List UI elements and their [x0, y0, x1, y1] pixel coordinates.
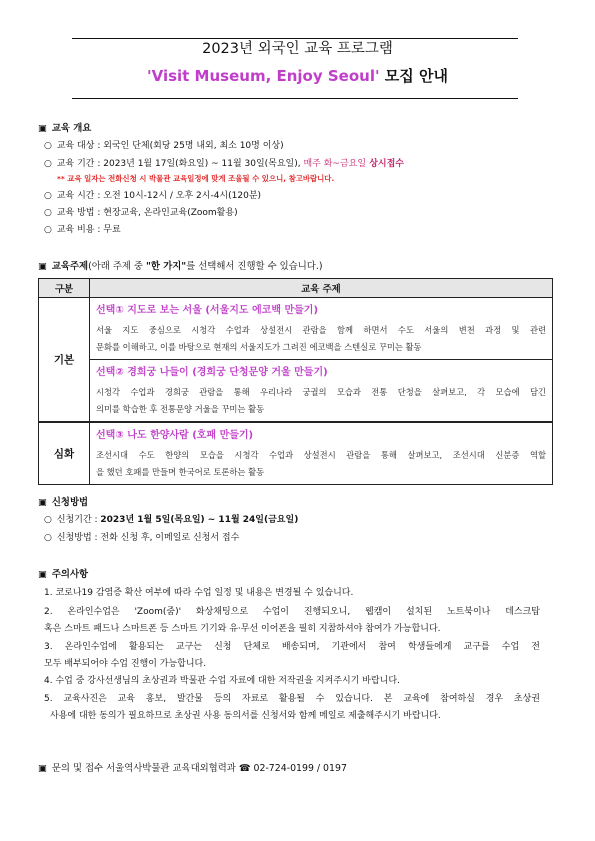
- caution-item-5-line1: 5. 교육사진은 교육 홍보, 발간물 등의 자료로 활용될 수 있습니다. 본 교육에 참여하실 경우 초상권: [44, 694, 540, 704]
- apply-period: ○ 신청기간 : 2023년 1월 5일(목요일) ~ 11월 24일(금요일): [44, 515, 299, 525]
- topic-title: 선택③ 나도 한양사람 (호패 만들기): [96, 430, 254, 441]
- topic-desc: 문화를 이해하고, 이를 바탕으로 현재의 서울지도가 그려진 에코백을 스텐실로 꾸미는 활동: [96, 341, 422, 352]
- category-advanced: 심화: [39, 422, 90, 485]
- square-bullet-icon: ▣: [38, 261, 47, 272]
- contact-line: ▣ 문의 및 접수 서울역사박물관 교육대외협력과 ☎ 02-724-0199 / 0197: [38, 763, 347, 774]
- topic-cell: [90, 298, 553, 360]
- topic-title: 선택① 지도로 보는 서울 (서울지도 에코백 만들기): [96, 305, 319, 316]
- caution-item-3-line2: 모두 배부되어야 수업 진행이 가능합니다.: [44, 659, 207, 669]
- topic-desc: 서울 지도 중심으로 시청각 수업과 상설전시 관람을 함께 하면서 수도 서울의 변천 과정 및 관련: [96, 325, 546, 335]
- apply-method: ○ 신청방법 : 전화 신청 후, 이메일로 신청서 접수: [44, 533, 240, 543]
- overview-target: ○ 교육 대상 : 외국인 단체(회당 25명 내외, 최소 10명 이상): [44, 141, 284, 151]
- topic-cell: [90, 422, 553, 485]
- category-basic: 기본: [39, 298, 90, 423]
- topics-table: [38, 278, 553, 485]
- circle-bullet-icon: ○: [44, 515, 52, 525]
- table-row: [39, 360, 553, 423]
- square-bullet-icon: ▣: [38, 569, 47, 580]
- apply-heading: ▣ 신청방법: [38, 497, 89, 508]
- title-bottom-rule: [72, 98, 518, 99]
- header-topic: 교육 주제: [90, 279, 553, 298]
- header-category: 구분: [39, 279, 90, 298]
- page-title: 2023년 외국인 교육 프로그램: [202, 41, 393, 57]
- square-bullet-icon: ▣: [38, 497, 47, 508]
- caution-heading: ▣ 주의사항: [38, 569, 89, 580]
- circle-bullet-icon: ○: [44, 159, 52, 169]
- topic-desc: 조선시대 수도 한양의 모습을 시청각 수업과 상설전시 관람을 통해 살펴보고, 조선시대 신분증 역할: [96, 450, 546, 460]
- topics-table-header: [39, 279, 553, 298]
- overview-time: ○ 교육 시간 : 오전 10시-12시 / 오후 2시-4시(120분): [44, 191, 262, 201]
- overview-note: ** 교육 일자는 전화신청 시 박물관 교육일정에 맞게 조율될 수 있으니, 참고바랍니다.: [57, 174, 335, 183]
- overview-fee: ○ 교육 비용 : 무료: [44, 225, 121, 235]
- period-days: 매주 화~금요일: [303, 159, 367, 169]
- program-name: 'Visit Museum, Enjoy Seoul': [147, 67, 380, 85]
- overview-period: ○ 교육 기간 : 2023년 1월 17일(화요일) ~ 11월 30일(목요일), 매주 화~금요일 상시접수: [44, 159, 404, 169]
- circle-bullet-icon: ○: [44, 533, 52, 543]
- topic-title: 선택② 경희궁 나들이 (경희궁 단청문양 거울 만들기): [96, 367, 328, 378]
- caution-item-3-line1: 3. 온라인수업에 활용되는 교구는 신청 단체로 배송되며, 기관에서 참여 학생들에게 교구를 수업 전: [44, 642, 540, 652]
- overview-heading: ▣ 교육 개요: [38, 123, 92, 134]
- square-bullet-icon: ▣: [38, 763, 47, 774]
- recruit-notice: 모집 안내: [379, 67, 448, 85]
- page-subtitle: [0, 65, 595, 86]
- caution-item-4: 4. 수업 중 강사선생님의 초상권과 박물관 수업 자료에 대한 저작권을 지켜주시기 바랍니다.: [44, 676, 400, 686]
- caution-item-2-line1: 2. 온라인수업은 'Zoom(줌)' 화상채팅으로 수업이 진행되오니, 웹캠이 설치된 노트북이나 데스크탑: [44, 607, 540, 617]
- period-always: 상시접수: [366, 159, 404, 169]
- square-bullet-icon: ▣: [38, 123, 47, 134]
- circle-bullet-icon: ○: [44, 225, 52, 235]
- caution-item-1: 1. 코로나19 감염증 확산 여부에 따라 수업 일정 및 내용은 변경될 수 있습니다.: [44, 588, 354, 598]
- circle-bullet-icon: ○: [44, 141, 52, 151]
- circle-bullet-icon: ○: [44, 191, 52, 201]
- circle-bullet-icon: ○: [44, 208, 52, 218]
- table-row: [39, 422, 553, 485]
- caution-item-5-line2: 사용에 대한 동의가 필요하므로 초상권 사용 동의서를 신청서와 함께 메일로 제출해주시기 바랍니다.: [50, 711, 441, 721]
- overview-method: ○ 교육 방법 : 현장교육, 온라인교육(Zoom활용): [44, 208, 238, 218]
- topic-desc: 을 했던 호패를 만들며 한국어로 토론하는 활동: [96, 466, 265, 477]
- topic-desc: 시청각 수업과 경희궁 관람을 통해 우리나라 궁궐의 모습과 전통 단청을 살펴보고, 각 모습에 담긴: [96, 387, 546, 397]
- table-row: [39, 298, 553, 360]
- topic-desc: 의미를 학습한 후 전통문양 거울을 꾸미는 활동: [96, 403, 265, 414]
- caution-item-2-line2: 혹은 스마트 패드나 스마트폰 등 스마트 기기와 유·무선 이어폰을 필히 지참하셔야 참여가 가능합니다.: [44, 624, 441, 634]
- topic-cell: [90, 360, 553, 423]
- topics-heading: ▣ 교육주제(아래 주제 중 "한 가지"를 선택해서 진행할 수 있습니다.): [38, 261, 323, 272]
